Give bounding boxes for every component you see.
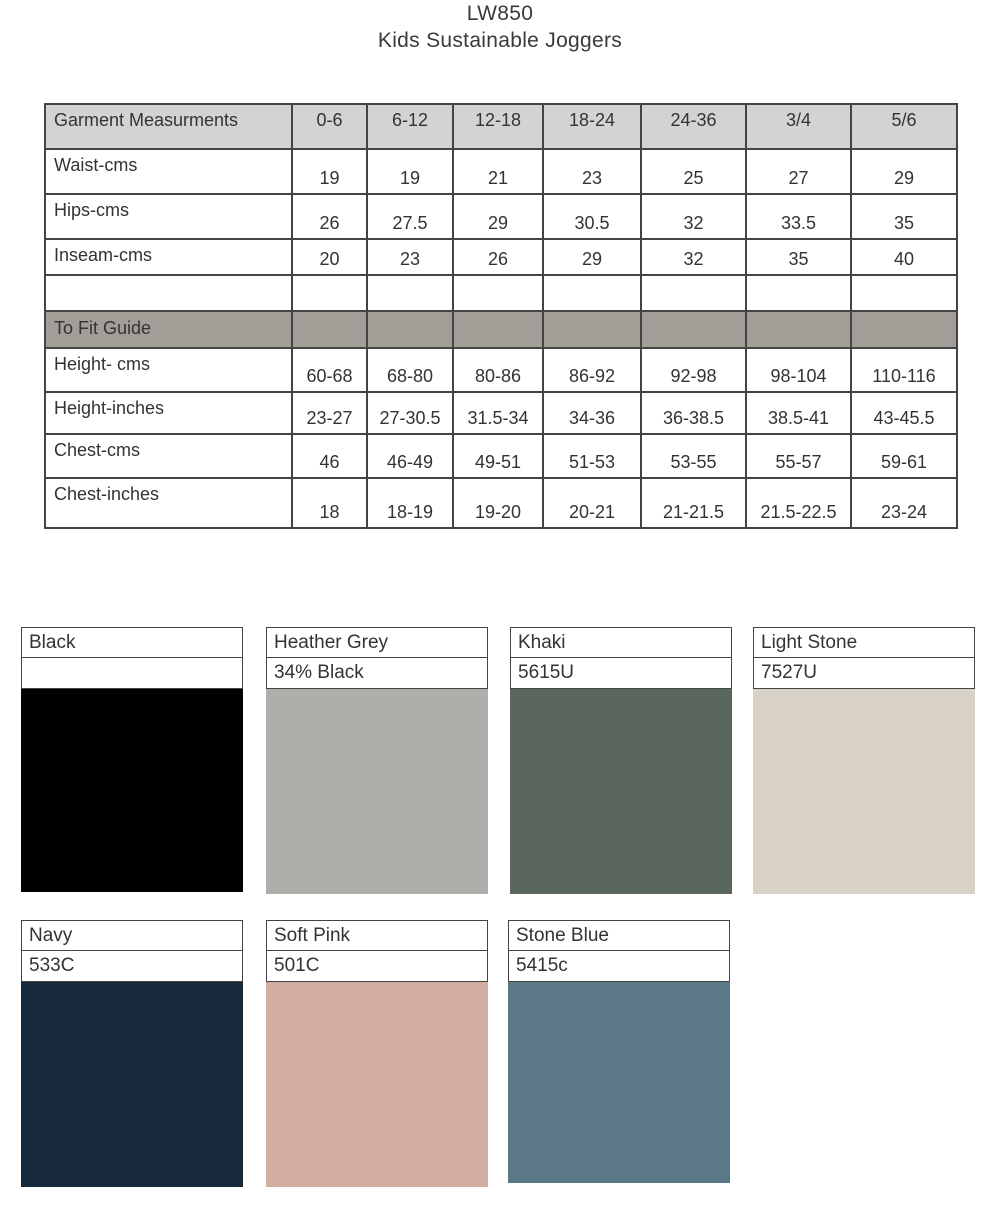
empty-cell [746, 275, 851, 311]
swatch-name: Black [21, 627, 243, 658]
table-cell: 30.5 [543, 194, 641, 239]
table-cell: 59-61 [851, 434, 957, 478]
color-swatch-block [510, 689, 732, 894]
size-header: 12-18 [453, 104, 543, 149]
table-cell: 98-104 [746, 348, 851, 392]
table-cell: 21-21.5 [641, 478, 746, 528]
table-cell: 60-68 [292, 348, 367, 392]
table-cell: 26 [292, 194, 367, 239]
swatch-code: 5415c [508, 951, 730, 982]
table-cell: 23-27 [292, 392, 367, 434]
table-row-chest-inches [45, 478, 957, 528]
size-header: 24-36 [641, 104, 746, 149]
empty-cell [45, 275, 292, 311]
empty-cell [851, 275, 957, 311]
table-cell: 33.5 [746, 194, 851, 239]
table-row-height-inches [45, 392, 957, 434]
table-row-waist [45, 149, 957, 194]
table-cell: 110-116 [851, 348, 957, 392]
swatch-code: 34% Black [266, 658, 488, 689]
section-cell [851, 311, 957, 348]
swatch-code [21, 658, 243, 689]
table-cell: 19-20 [453, 478, 543, 528]
table-cell: 31.5-34 [453, 392, 543, 434]
table-cell: 27.5 [367, 194, 453, 239]
color-swatch-block [21, 689, 243, 892]
table-cell: 19 [367, 149, 453, 194]
swatch-heather-grey [266, 627, 488, 894]
table-cell: 23-24 [851, 478, 957, 528]
table-cell: 26 [453, 239, 543, 275]
table-cell: 46 [292, 434, 367, 478]
empty-cell [292, 275, 367, 311]
size-header: 6-12 [367, 104, 453, 149]
swatch-code: 5615U [510, 658, 732, 689]
table-cell: 55-57 [746, 434, 851, 478]
table-cell: 23 [543, 149, 641, 194]
table-cell: 29 [543, 239, 641, 275]
color-swatch-block [508, 982, 730, 1183]
table-cell: 36-38.5 [641, 392, 746, 434]
section-cell [292, 311, 367, 348]
swatch-name: Soft Pink [266, 920, 488, 951]
table-cell: 29 [851, 149, 957, 194]
swatch-name: Navy [21, 920, 243, 951]
size-header: 3/4 [746, 104, 851, 149]
swatch-code: 7527U [753, 658, 975, 689]
swatch-code: 533C [21, 951, 243, 982]
color-swatch-block [21, 982, 243, 1187]
size-header: 18-24 [543, 104, 641, 149]
swatch-name: Stone Blue [508, 920, 730, 951]
empty-cell [453, 275, 543, 311]
swatch-code: 501C [266, 951, 488, 982]
swatch-navy [21, 920, 243, 1187]
swatch-name: Light Stone [753, 627, 975, 658]
product-name: Kids Sustainable Joggers [377, 29, 623, 52]
table-cell: 20 [292, 239, 367, 275]
section-cell [641, 311, 746, 348]
row-label: Chest-cms [45, 434, 292, 478]
table-row-hips [45, 194, 957, 239]
table-cell: 80-86 [453, 348, 543, 392]
empty-cell [543, 275, 641, 311]
color-swatch-block [266, 689, 488, 894]
swatch-light-stone [753, 627, 975, 894]
table-cell: 18-19 [367, 478, 453, 528]
swatch-name: Heather Grey [266, 627, 488, 658]
table-cell: 40 [851, 239, 957, 275]
size-header: 0-6 [292, 104, 367, 149]
table-cell: 25 [641, 149, 746, 194]
swatch-name: Khaki [510, 627, 732, 658]
table-cell: 86-92 [543, 348, 641, 392]
table-cell: 29 [453, 194, 543, 239]
table-cell: 27-30.5 [367, 392, 453, 434]
table-cell: 21 [453, 149, 543, 194]
section-cell [453, 311, 543, 348]
row-label: Waist-cms [45, 149, 292, 194]
row-label: Inseam-cms [45, 239, 292, 275]
table-row-chest-cms [45, 434, 957, 478]
section-cell [367, 311, 453, 348]
empty-cell [367, 275, 453, 311]
row-label: Chest-inches [45, 478, 292, 528]
table-cell: 32 [641, 239, 746, 275]
table-cell: 27 [746, 149, 851, 194]
swatch-khaki [510, 627, 732, 894]
section-cell [543, 311, 641, 348]
size-chart-table [44, 103, 958, 529]
section-row-fit-guide [45, 311, 957, 348]
table-row-empty [45, 275, 957, 311]
table-cell: 19 [292, 149, 367, 194]
swatch-stone-blue [508, 920, 730, 1183]
table-cell: 68-80 [367, 348, 453, 392]
table-cell: 38.5-41 [746, 392, 851, 434]
style-code: LW850 [466, 2, 534, 25]
table-header-row [45, 104, 957, 149]
table-cell: 20-21 [543, 478, 641, 528]
table-cell: 35 [851, 194, 957, 239]
table-cell: 32 [641, 194, 746, 239]
table-cell: 46-49 [367, 434, 453, 478]
table-cell: 35 [746, 239, 851, 275]
color-swatch-block [266, 982, 488, 1187]
header-label: Garment Measurments [45, 104, 292, 149]
size-header: 5/6 [851, 104, 957, 149]
table-cell: 34-36 [543, 392, 641, 434]
table-cell: 92-98 [641, 348, 746, 392]
table-cell: 21.5-22.5 [746, 478, 851, 528]
color-swatch-block [753, 689, 975, 894]
table-cell: 43-45.5 [851, 392, 957, 434]
document-title [0, 0, 992, 54]
section-label: To Fit Guide [45, 311, 292, 348]
table-cell: 23 [367, 239, 453, 275]
section-cell [746, 311, 851, 348]
table-cell: 18 [292, 478, 367, 528]
table-row-inseam [45, 239, 957, 275]
row-label: Hips-cms [45, 194, 292, 239]
table-row-height-cms [45, 348, 957, 392]
empty-cell [641, 275, 746, 311]
row-label: Height-inches [45, 392, 292, 434]
swatch-black [21, 627, 243, 892]
table-cell: 53-55 [641, 434, 746, 478]
table-cell: 49-51 [453, 434, 543, 478]
table-cell: 51-53 [543, 434, 641, 478]
swatch-soft-pink [266, 920, 488, 1187]
row-label: Height- cms [45, 348, 292, 392]
